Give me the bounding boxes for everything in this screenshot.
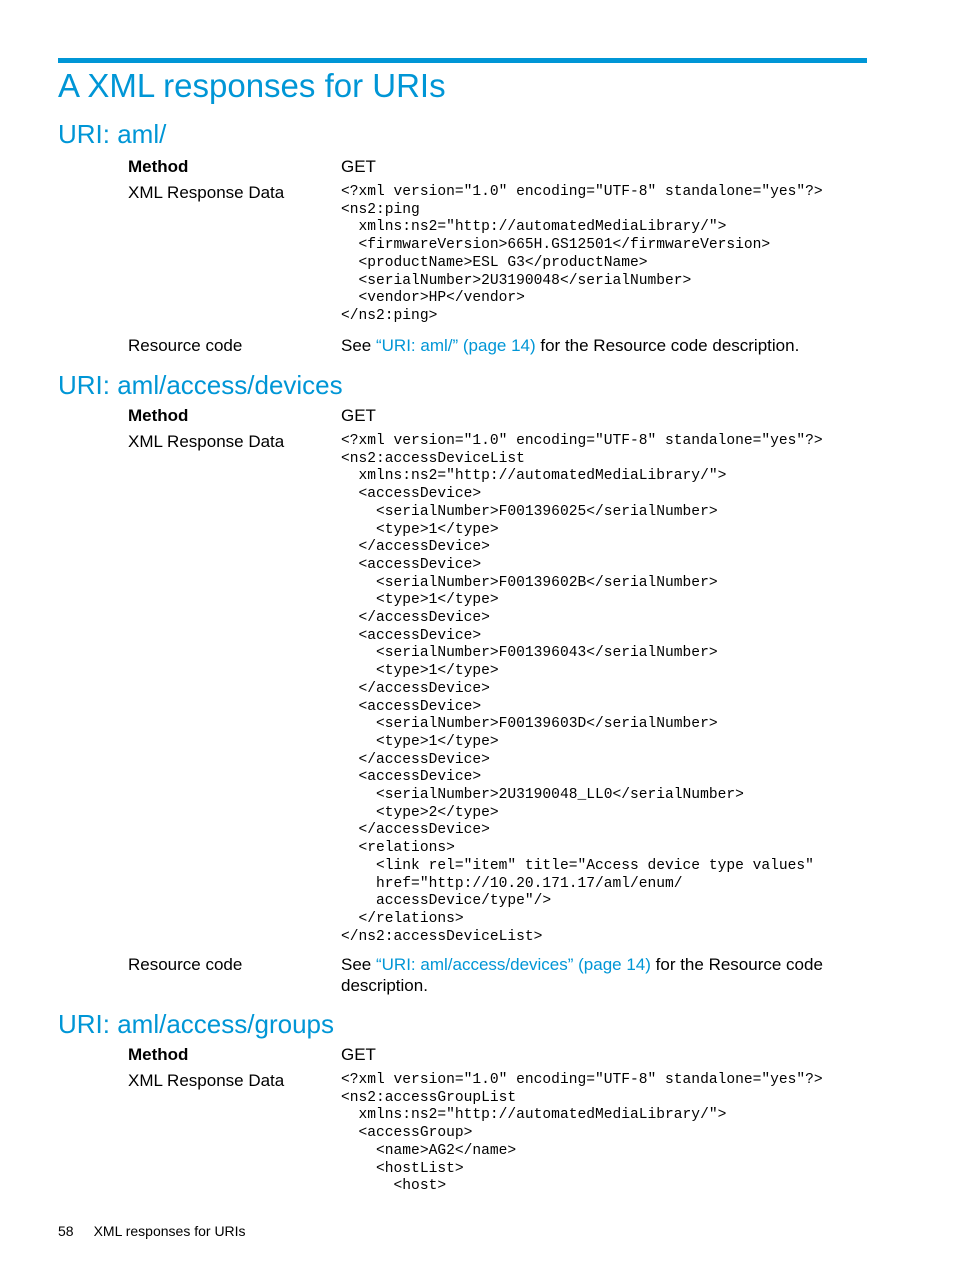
page-footer	[58, 1222, 246, 1240]
method-value: GET	[341, 406, 376, 425]
resource-suffix: for the Resource code description.	[535, 336, 800, 355]
chapter-title: A XML responses for URIs	[58, 67, 446, 104]
xml-response-label: XML Response Data	[128, 1071, 285, 1090]
xml-response-code: <?xml version="1.0" encoding="UTF-8" standalone="yes"?> <ns2:ping xmlns:ns2="http://automatedMediaLibrary/"> <firmwareVersion>665H.GS12501</firmwareVersion> <productName>ESL G3</productName> <serialNumber>2U3190048</serialNumber> <vendor>HP</vendor> </ns2:ping>	[341, 184, 823, 324]
xml-response-label: XML Response Data	[128, 183, 285, 202]
xml-response-code: <?xml version="1.0" encoding="UTF-8" standalone="yes"?> <ns2:accessGroupList xmlns:ns2="http://automatedMediaLibrary/"> <accessGroup> <name>AG2</name> <hostList> <host>	[341, 1072, 823, 1195]
resource-code-description	[341, 335, 799, 356]
resource-code-link[interactable]: “URI: aml/” (page 14)	[375, 336, 536, 355]
xml-response-code: <?xml version="1.0" encoding="UTF-8" standalone="yes"?> <ns2:accessDeviceList xmlns:ns2="http://automatedMediaLibrary/"> <accessDevice> <serialNumber>F001396025</serialNumber> <type>1</type> </accessDevice> <accessDevice> <serialNumber>F00139602B</serialNumber> <type>1</type> </accessDevice> <accessDevice> <serialNumber>F001396043</serialNumber> <type>1</type> </accessDevice> <accessDevice> <serialNumber>F00139603D</serialNumber> <type>1</type> </accessDevice> <accessDevice> <serialNumber>2U3190048_LL0</serialNumber> <type>2</type> </accessDevice> <relations> <link rel="item" title="Access device type values" href="http://10.20.171.17/aml/enum/ accessDevice/type"/> </relations> </ns2:accessDeviceList>	[341, 433, 823, 945]
section-title-access-devices: URI: aml/access/devices	[58, 370, 343, 400]
method-label: Method	[128, 157, 189, 176]
method-label: Method	[128, 1045, 189, 1064]
resource-code-label: Resource code	[128, 955, 243, 974]
section-title-aml: URI: aml/	[58, 119, 167, 149]
resource-prefix: See	[341, 336, 376, 355]
xml-response-label: XML Response Data	[128, 432, 285, 451]
running-title: XML responses for URIs	[93, 1223, 246, 1239]
resource-prefix: See	[341, 955, 376, 974]
resource-code-label: Resource code	[128, 336, 243, 355]
page-number: 58	[58, 1223, 74, 1239]
method-value: GET	[341, 157, 376, 176]
method-label: Method	[128, 406, 189, 425]
resource-code-description	[341, 954, 841, 996]
resource-code-link[interactable]: “URI: aml/access/devices” (page 14)	[375, 955, 651, 974]
resource-suffix: for the Resource code description.	[341, 955, 823, 995]
section-title-access-groups: URI: aml/access/groups	[58, 1009, 334, 1039]
method-value: GET	[341, 1045, 376, 1064]
chapter-rule	[58, 58, 867, 63]
